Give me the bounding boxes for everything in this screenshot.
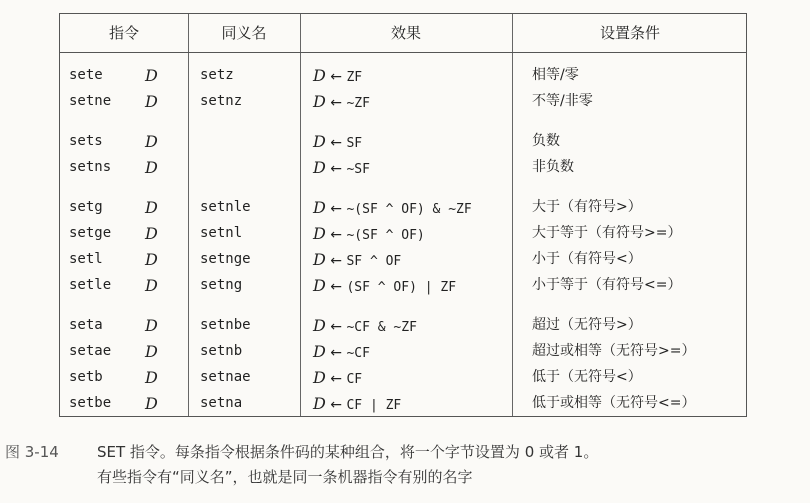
effect-destination: D	[313, 394, 326, 413]
condition-cell: 小于（有符号<）	[532, 251, 642, 267]
effect-expression: SF	[346, 136, 363, 151]
effect-destination: D	[313, 198, 326, 217]
table-row	[60, 390, 746, 417]
condition-cell: 超过（无符号>）	[532, 317, 642, 333]
condition-cell: 小于等于（有符号<=）	[532, 277, 682, 293]
effect-destination: D	[313, 316, 326, 335]
caption-line-2: 有些指令有“同义名”，也就是同一条机器指令有别的名字	[97, 468, 473, 486]
effect-cell	[313, 194, 472, 223]
effect-destination: D	[313, 224, 326, 243]
table-row	[60, 128, 746, 155]
table-row	[60, 312, 746, 339]
set-instructions-table	[59, 13, 747, 417]
instruction-cell: setl	[69, 251, 103, 267]
table-row	[60, 272, 746, 299]
synonym-cell: setnge	[200, 251, 251, 267]
synonym-cell: setnbe	[200, 317, 251, 333]
effect-destination: D	[313, 250, 326, 269]
effect-expression: SF ^ OF	[346, 254, 402, 269]
effect-cell	[313, 390, 401, 419]
condition-cell: 低于（无符号<）	[532, 369, 642, 385]
effect-cell	[313, 62, 362, 91]
arrow-icon: ←	[330, 319, 343, 335]
condition-cell: 低于或相等（无符号<=）	[532, 395, 696, 411]
header-effect: 效果	[390, 24, 421, 42]
header-synonym: 同义名	[221, 24, 267, 42]
effect-cell	[313, 312, 417, 341]
effect-expression: ~(SF ^ OF) & ~ZF	[346, 202, 472, 217]
operand-cell: D	[145, 368, 158, 387]
operand-cell: D	[145, 394, 158, 413]
instruction-cell: setne	[69, 93, 112, 109]
header-condition: 设置条件	[599, 24, 660, 42]
effect-cell	[313, 128, 362, 157]
synonym-cell: setng	[200, 277, 243, 293]
effect-expression: (SF ^ OF) | ZF	[346, 280, 457, 295]
synonym-cell: setnb	[200, 343, 243, 359]
effect-cell	[313, 364, 362, 393]
instruction-cell: setb	[69, 369, 103, 385]
condition-cell: 负数	[532, 133, 560, 149]
effect-cell	[313, 220, 425, 249]
instruction-cell: sete	[69, 67, 103, 83]
condition-cell: 大于（有符号>）	[532, 199, 642, 215]
operand-cell: D	[145, 158, 158, 177]
effect-cell	[313, 154, 370, 183]
synonym-cell: setz	[200, 67, 234, 83]
effect-destination: D	[313, 276, 326, 295]
table-header	[60, 14, 746, 53]
figure-label: 图 3-14	[5, 443, 59, 461]
instruction-cell: setbe	[69, 395, 112, 411]
synonym-cell: setnz	[200, 93, 243, 109]
operand-cell: D	[145, 250, 158, 269]
table-row	[60, 246, 746, 273]
condition-cell: 相等/零	[532, 67, 579, 83]
condition-cell: 超过或相等（无符号>=）	[532, 343, 696, 359]
effect-expression: ~SF	[346, 162, 370, 177]
effect-expression: ~CF & ~ZF	[346, 320, 417, 335]
effect-cell	[313, 88, 370, 117]
arrow-icon: ←	[330, 279, 343, 295]
table-row	[60, 62, 746, 89]
operand-cell: D	[145, 92, 158, 111]
instruction-cell: setle	[69, 277, 112, 293]
effect-cell	[313, 272, 456, 301]
arrow-icon: ←	[330, 371, 343, 387]
operand-cell: D	[145, 198, 158, 217]
synonym-cell: setnl	[200, 225, 243, 241]
instruction-cell: setg	[69, 199, 103, 215]
arrow-icon: ←	[330, 253, 343, 269]
effect-expression: ZF	[346, 70, 363, 85]
effect-destination: D	[313, 158, 326, 177]
effect-cell	[313, 246, 401, 275]
table-row	[60, 364, 746, 391]
arrow-icon: ←	[330, 161, 343, 177]
effect-expression: ~ZF	[346, 96, 370, 111]
effect-expression: ~CF	[346, 346, 370, 361]
arrow-icon: ←	[330, 397, 343, 413]
synonym-cell: setna	[200, 395, 243, 411]
arrow-icon: ←	[330, 135, 343, 151]
synonym-cell: setnle	[200, 199, 251, 215]
arrow-icon: ←	[330, 227, 343, 243]
effect-expression: ~(SF ^ OF)	[346, 228, 425, 243]
effect-destination: D	[313, 368, 326, 387]
effect-destination: D	[313, 66, 326, 85]
table-row	[60, 88, 746, 115]
operand-cell: D	[145, 66, 158, 85]
caption-line-1: SET 指令。每条指令根据条件码的某种组合，将一个字节设置为 0 或者 1。	[97, 443, 599, 461]
effect-destination: D	[313, 342, 326, 361]
effect-expression: CF	[346, 372, 363, 387]
instruction-cell: setae	[69, 343, 112, 359]
arrow-icon: ←	[330, 201, 343, 217]
header-instruction: 指令	[108, 24, 139, 42]
arrow-icon: ←	[330, 345, 343, 361]
arrow-icon: ←	[330, 95, 343, 111]
table-row	[60, 154, 746, 181]
effect-destination: D	[313, 92, 326, 111]
condition-cell: 非负数	[532, 159, 574, 175]
operand-cell: D	[145, 132, 158, 151]
table-row	[60, 194, 746, 221]
condition-cell: 大于等于（有符号>=）	[532, 225, 682, 241]
synonym-cell: setnae	[200, 369, 251, 385]
operand-cell: D	[145, 224, 158, 243]
arrow-icon: ←	[330, 69, 343, 85]
effect-destination: D	[313, 132, 326, 151]
instruction-cell: setge	[69, 225, 112, 241]
instruction-cell: setns	[69, 159, 112, 175]
operand-cell: D	[145, 276, 158, 295]
operand-cell: D	[145, 316, 158, 335]
effect-cell	[313, 338, 370, 367]
condition-cell: 不等/非零	[532, 93, 593, 109]
instruction-cell: seta	[69, 317, 103, 333]
table-row	[60, 338, 746, 365]
table-row	[60, 220, 746, 247]
operand-cell: D	[145, 342, 158, 361]
effect-expression: CF | ZF	[346, 398, 402, 413]
instruction-cell: sets	[69, 133, 103, 149]
